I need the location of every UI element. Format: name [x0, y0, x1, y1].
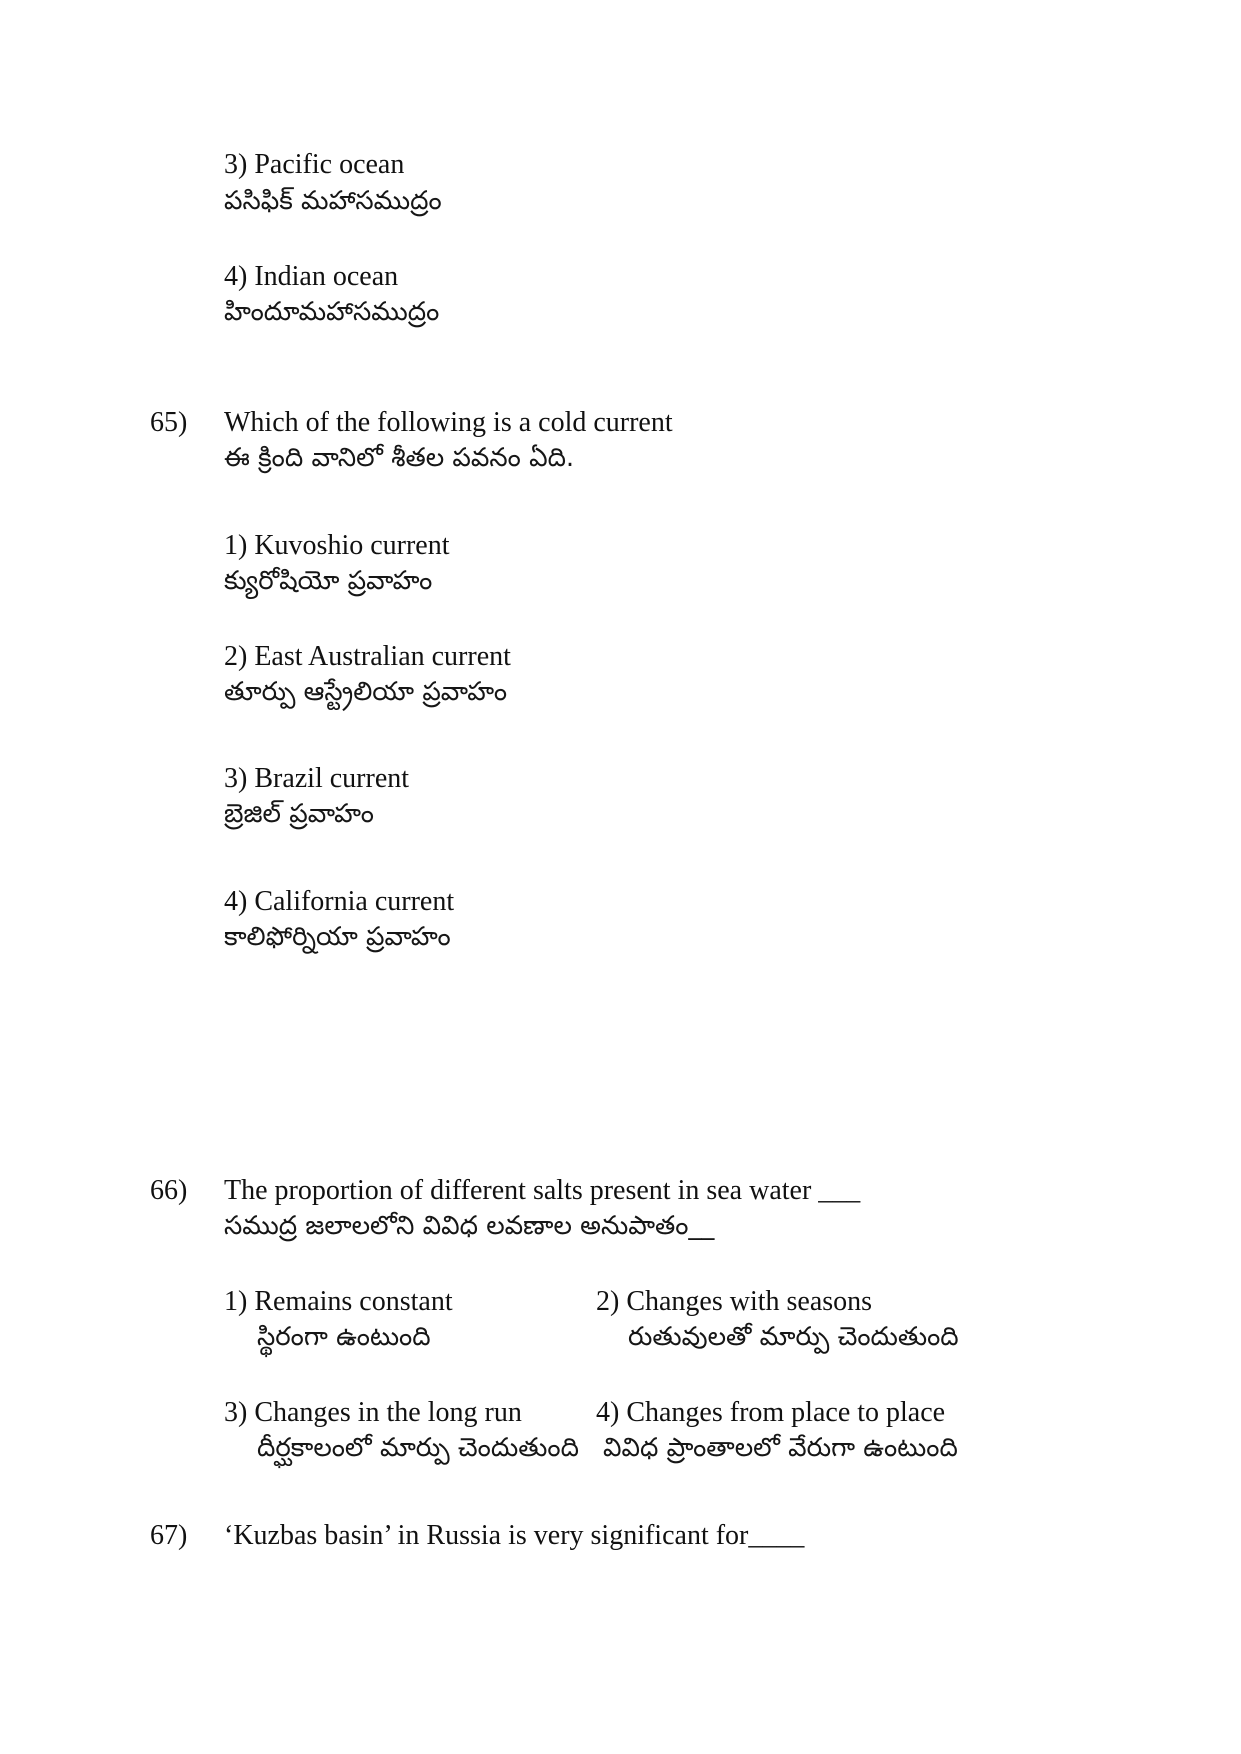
q64-option-4: 4) Indian ocean [224, 261, 399, 292]
q65-option-2-telugu: తూర్పు ఆస్ట్రేలియా ప్రవాహం [224, 677, 508, 707]
q66-option-1-telugu: స్థిరంగా ఉంటుంది [257, 1322, 431, 1352]
q66-option-4-telugu: వివిధ ప్రాంతాలలో వేరుగా ఉంటుంది [603, 1433, 958, 1463]
q65-option-1: 1) Kuvoshio current [224, 530, 450, 561]
q65-option-2: 2) East Australian current [224, 641, 511, 672]
q65-question: Which of the following is a cold current [224, 407, 673, 438]
q66-question: The proportion of different salts present in sea water ___ [224, 1175, 861, 1206]
q66-option-1: 1) Remains constant [224, 1286, 453, 1317]
q66-option-3-telugu: దీర్ఘకాలంలో మార్పు చెందుతుంది [257, 1433, 579, 1463]
q65-question-telugu: ఈ క్రింది వానిలో శీతల పవనం ఏది. [224, 443, 575, 473]
q66-option-3: 3) Changes in the long run [224, 1397, 522, 1428]
q66-option-4: 4) Changes from place to place [596, 1397, 946, 1428]
q66-option-2-telugu: రుతువులతో మార్పు చెందుతుంది [628, 1322, 959, 1352]
q65-option-4-telugu: కాలిఫోర్నియా ప్రవాహం [224, 922, 451, 952]
q65-option-3-telugu: బ్రెజిల్ ప్రవాహం [224, 799, 374, 829]
q65-number: 65) [150, 407, 188, 438]
q64-option-4-telugu: హిందూమహాసముద్రం [224, 297, 440, 327]
q64-option-3-telugu: పసిఫిక్ మహాసముద్రం [224, 186, 442, 216]
q66-option-2: 2) Changes with seasons [596, 1286, 873, 1317]
q65-option-4: 4) California current [224, 886, 455, 917]
q65-option-1-telugu: క్యురోషియో ప్రవాహం [224, 566, 433, 596]
q66-question-telugu: సముద్ర జలాలలోని వివిధ లవణాల అనుపాతం__ [224, 1211, 715, 1241]
q67-number: 67) [150, 1520, 188, 1551]
q67-question: ‘Kuzbas basin’ in Russia is very significant for____ [224, 1520, 805, 1551]
q64-option-3: 3) Pacific ocean [224, 149, 405, 180]
q65-option-3: 3) Brazil current [224, 763, 410, 794]
q66-number: 66) [150, 1175, 188, 1206]
